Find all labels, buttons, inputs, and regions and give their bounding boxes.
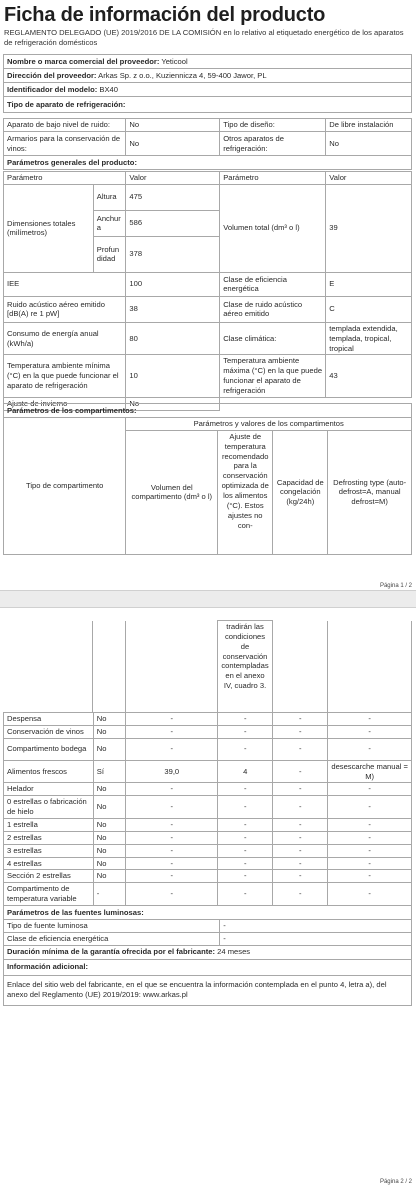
compartment-defrost: - bbox=[328, 738, 412, 760]
compartment-present: - bbox=[93, 883, 126, 906]
noise-value: 38 bbox=[126, 296, 220, 322]
freezing-capacity-header: Capacidad de congelación (kg/24h) bbox=[273, 430, 328, 554]
compartment-name: Helador bbox=[4, 783, 94, 796]
compartments-heading: Parámetros de los compartimentos: bbox=[4, 404, 412, 418]
compartment-row bbox=[4, 831, 412, 844]
light-class-value: - bbox=[220, 932, 412, 945]
wine-storage-value: No bbox=[126, 132, 220, 156]
wine-storage-label: Armarios para la conservación de vinos: bbox=[4, 132, 126, 156]
compartment-freezing: - bbox=[273, 883, 328, 906]
appliance-type-heading: Tipo de aparato de refrigeración: bbox=[4, 97, 412, 113]
light-source-heading: Parámetros de las fuentes luminosas: bbox=[4, 906, 412, 920]
compartment-name: 2 estrellas bbox=[4, 831, 94, 844]
height-value: 475 bbox=[126, 184, 220, 210]
compartment-defrost: - bbox=[328, 796, 412, 819]
total-volume-label: Volumen total (dm³ o l) bbox=[220, 184, 326, 272]
width-value: 586 bbox=[126, 210, 220, 236]
page-title: Ficha de información del producto bbox=[4, 4, 326, 26]
compartment-volume: - bbox=[126, 783, 218, 796]
compartment-freezing: - bbox=[273, 713, 328, 726]
compartment-temp: - bbox=[218, 844, 273, 857]
compartment-row bbox=[4, 738, 412, 760]
compartment-defrost: desescarche manual = M) bbox=[328, 760, 412, 783]
total-volume-value: 39 bbox=[326, 184, 412, 272]
compartment-name: Alimentos frescos bbox=[4, 760, 94, 783]
depth-value: 378 bbox=[126, 236, 220, 272]
compartment-volume: - bbox=[126, 870, 218, 883]
compartment-volume: - bbox=[126, 831, 218, 844]
compartment-name: 3 estrellas bbox=[4, 844, 94, 857]
compartment-defrost: - bbox=[328, 831, 412, 844]
col-param-header: Parámetro bbox=[4, 172, 126, 185]
compartment-volume-header: Volumen del compartimento (dm³ o l) bbox=[126, 430, 218, 554]
compartment-row bbox=[4, 783, 412, 796]
col-value-header-2: Valor bbox=[326, 172, 412, 185]
compartment-volume: - bbox=[126, 725, 218, 738]
compartment-present: No bbox=[93, 819, 126, 832]
compartment-freezing: - bbox=[273, 783, 328, 796]
compartment-present: No bbox=[93, 783, 126, 796]
compartment-temp: - bbox=[218, 713, 273, 726]
compartment-present: No bbox=[93, 857, 126, 870]
compartment-present: No bbox=[93, 738, 126, 760]
compartment-present: No bbox=[93, 713, 126, 726]
compartment-volume: - bbox=[126, 819, 218, 832]
compartment-name: Conservación de vinos bbox=[4, 725, 94, 738]
compartment-volume: 39,0 bbox=[126, 760, 218, 783]
recommended-temp-header-cont: tradirán las condiciones de conservación contempladas en el anexo IV, cuadro 3. bbox=[217, 621, 272, 713]
compartment-name: Compartimento de temperatura variable bbox=[4, 883, 94, 906]
compartment-type-header: Tipo de compartimento bbox=[4, 418, 126, 555]
climate-class-label: Clase climática: bbox=[220, 322, 326, 355]
compartment-defrost: - bbox=[328, 870, 412, 883]
supplier-name-row: Nombre o marca comercial del proveedor: Yeticool bbox=[4, 55, 412, 69]
compartment-freezing: - bbox=[273, 844, 328, 857]
col-param-header-2: Parámetro bbox=[220, 172, 326, 185]
compartment-defrost: - bbox=[328, 883, 412, 906]
compartment-temp: - bbox=[218, 783, 273, 796]
compartment-volume: - bbox=[126, 796, 218, 819]
compartment-freezing: - bbox=[273, 857, 328, 870]
page-1 bbox=[0, 0, 416, 588]
compartment-present: No bbox=[93, 725, 126, 738]
compartment-freezing: - bbox=[273, 725, 328, 738]
compartment-defrost: - bbox=[328, 725, 412, 738]
climate-class-value: templada extendida, templada, tropical, tropical bbox=[326, 322, 412, 355]
light-source-table bbox=[3, 905, 412, 1006]
general-params-table bbox=[3, 171, 412, 411]
compartment-present: No bbox=[93, 870, 126, 883]
compartment-temp: - bbox=[218, 870, 273, 883]
max-temp-label: Temperatura ambiente máxima (°C) en la que puede funcionar el aparato de refrigeración bbox=[220, 355, 326, 397]
supplier-name-value: Yeticool bbox=[161, 56, 188, 66]
appliance-type-table bbox=[3, 118, 412, 170]
supplier-address-value: Arkas Sp. z o.o., Kuziennicza 4, 59-400 Jawor, PL bbox=[98, 70, 267, 80]
page-number: Página 1 / 2 bbox=[379, 583, 412, 589]
general-params-heading: Parámetros generales del producto: bbox=[4, 156, 412, 170]
page-2 bbox=[0, 610, 416, 1189]
compartment-temp: - bbox=[218, 819, 273, 832]
additional-info-heading: Información adicional: bbox=[4, 959, 412, 975]
compartment-name: 4 estrellas bbox=[4, 857, 94, 870]
supplier-table bbox=[3, 54, 412, 113]
other-appliance-label: Otros aparatos de refrigeración: bbox=[220, 132, 326, 156]
compartment-freezing: - bbox=[273, 796, 328, 819]
design-type-label: Tipo de diseño: bbox=[220, 119, 326, 132]
model-id-row: Identificador del modelo: BX40 bbox=[4, 83, 412, 97]
recommended-temp-header: Ajuste de temperatura recomendado para la conservación optimizada de los alimentos (°C). Estos ajustes no con- bbox=[218, 430, 273, 554]
energy-consumption-value: 80 bbox=[126, 322, 220, 355]
dimensions-label: Dimensiones totales (milímetros) bbox=[4, 184, 94, 272]
additional-info-text: Enlace del sitio web del fabricante, en el que se encuentra la información contemplada en el punto 4, letra a), del anexo del Reglamento (UE) 2019/2019: www.arkas.pl bbox=[4, 975, 412, 1005]
compartment-defrost: - bbox=[328, 783, 412, 796]
compartment-present: Sí bbox=[93, 760, 126, 783]
compartment-temp: - bbox=[218, 883, 273, 906]
page-separator bbox=[0, 590, 416, 608]
compartment-row bbox=[4, 760, 412, 783]
light-class-label: Clase de eficiencia energética bbox=[4, 932, 220, 945]
compartment-freezing: - bbox=[273, 831, 328, 844]
low-noise-label: Aparato de bajo nivel de ruido: bbox=[4, 119, 126, 132]
compartment-defrost: - bbox=[328, 713, 412, 726]
compartment-row bbox=[4, 857, 412, 870]
compartment-defrost: - bbox=[328, 857, 412, 870]
compartment-name: Compartimento bodega bbox=[4, 738, 94, 760]
compartment-defrost: - bbox=[328, 819, 412, 832]
col-value-header: Valor bbox=[126, 172, 220, 185]
noise-class-label: Clase de ruido acústico aéreo emitido bbox=[220, 296, 326, 322]
compartment-name: Sección 2 estrellas bbox=[4, 870, 94, 883]
compartment-temp: - bbox=[218, 725, 273, 738]
compartment-temp: - bbox=[218, 796, 273, 819]
compartment-temp: - bbox=[218, 831, 273, 844]
compartment-present: No bbox=[93, 844, 126, 857]
other-appliance-value: No bbox=[326, 132, 412, 156]
height-label: Altura bbox=[93, 184, 126, 210]
compartment-freezing: - bbox=[273, 760, 328, 783]
warranty-row: Duración mínima de la garantía ofrecida por el fabricante: 24 meses bbox=[4, 945, 412, 959]
compartment-volume: - bbox=[126, 857, 218, 870]
compartment-row bbox=[4, 844, 412, 857]
energy-class-label: Clase de eficiencia energética bbox=[220, 272, 326, 296]
depth-label: Profundidad bbox=[93, 236, 126, 272]
low-noise-value: No bbox=[126, 119, 220, 132]
compartment-temp: - bbox=[218, 738, 273, 760]
compartment-row bbox=[4, 713, 412, 726]
winter-setting-label: Ajuste de invierno bbox=[4, 397, 126, 410]
compartment-volume: - bbox=[126, 883, 218, 906]
regulation-subtitle: REGLAMENTO DELEGADO (UE) 2019/2016 DE LA COMISIÓN en lo relativo al etiquetado energético de los aparatos de refrigeración domésticos bbox=[4, 28, 404, 47]
compartment-name: Despensa bbox=[4, 713, 94, 726]
compartment-present: No bbox=[93, 831, 126, 844]
light-type-label: Tipo de fuente luminosa bbox=[4, 920, 220, 933]
noise-label: Ruido acústico aéreo emitido [dB(A) re 1 pW] bbox=[4, 296, 126, 322]
compartment-temp: 4 bbox=[218, 760, 273, 783]
compartment-volume: - bbox=[126, 713, 218, 726]
supplier-address-row: Dirección del proveedor: Arkas Sp. z o.o., Kuziennicza 4, 59-400 Jawor, PL bbox=[4, 69, 412, 83]
compartment-row bbox=[4, 796, 412, 819]
warranty-value: 24 meses bbox=[217, 947, 251, 957]
noise-class-value: C bbox=[326, 296, 412, 322]
compartment-freezing: - bbox=[273, 870, 328, 883]
compartment-present: No bbox=[93, 796, 126, 819]
eei-value: 100 bbox=[126, 272, 220, 296]
page-number-2: Página 2 / 2 bbox=[379, 1179, 412, 1185]
compartments-table-p2 bbox=[3, 620, 412, 713]
min-temp-value: 10 bbox=[126, 355, 220, 397]
compartment-row bbox=[4, 883, 412, 906]
compartment-row bbox=[4, 870, 412, 883]
compartment-name: 0 estrellas o fabricación de hielo bbox=[4, 796, 94, 819]
min-temp-label: Temperatura ambiente mínima (°C) en la que puede funcionar el aparato de refrigeración bbox=[4, 355, 126, 397]
compartment-rows-table bbox=[3, 712, 412, 906]
winter-setting-value: No bbox=[126, 397, 220, 410]
compartment-row bbox=[4, 819, 412, 832]
energy-class-value: E bbox=[326, 272, 412, 296]
energy-consumption-label: Consumo de energía anual (kWh/a) bbox=[4, 322, 126, 355]
eei-label: IEE bbox=[4, 272, 126, 296]
compartment-group-header: Parámetros y valores de los compartimentos bbox=[126, 418, 412, 431]
compartment-row bbox=[4, 725, 412, 738]
compartment-temp: - bbox=[218, 857, 273, 870]
design-type-value: De libre instalación bbox=[326, 119, 412, 132]
model-id-value: BX40 bbox=[99, 84, 118, 94]
width-label: Anchura bbox=[93, 210, 126, 236]
light-type-value: - bbox=[220, 920, 412, 933]
compartment-freezing: - bbox=[273, 738, 328, 760]
compartment-name: 1 estrella bbox=[4, 819, 94, 832]
compartments-table-p1 bbox=[3, 403, 412, 555]
max-temp-value: 43 bbox=[326, 355, 412, 397]
defrost-type-header: Defrosting type (auto-defrost=A, manual defrost=M) bbox=[328, 430, 412, 554]
compartment-freezing: - bbox=[273, 819, 328, 832]
compartment-defrost: - bbox=[328, 844, 412, 857]
compartment-volume: - bbox=[126, 738, 218, 760]
compartment-volume: - bbox=[126, 844, 218, 857]
